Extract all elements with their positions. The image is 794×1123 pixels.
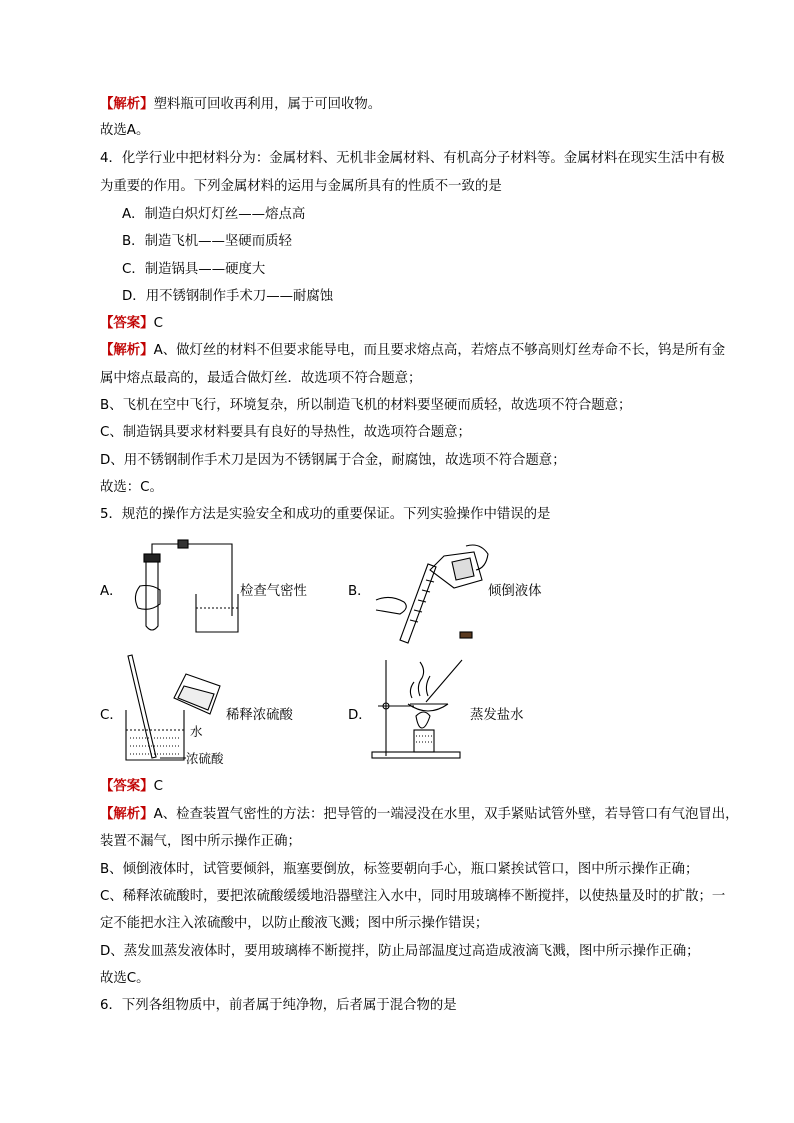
q4-answer	[100, 315, 163, 333]
explanation-line	[100, 96, 381, 114]
figure-a-caption: 检查气密性	[240, 584, 307, 599]
q4-explanation-text: A、做灯丝的材料不但要求能导电，而且要求熔点高，若熔点不够高则灯丝寿命不长，钨是所有金	[153, 343, 726, 358]
q4-stem-line2: 为重要的作用。下列金属材料的运用与金属所具有的性质不一致的是	[100, 179, 502, 194]
figure-d-caption: 蒸发盐水	[470, 708, 524, 723]
explanation-tag: 【解析】	[100, 97, 154, 112]
q6-stem: 6．下列各组物质中，前者属于纯净物，后者属于混合物的是	[100, 998, 457, 1013]
q4-explanation-line2: 属中熔点最高的，最适合做灯丝．故选项不符合题意；	[100, 371, 422, 386]
q4-explanation-tag: 【解析】	[100, 343, 154, 358]
figure-a-label: A．	[100, 584, 123, 599]
q5-answer-value: C	[153, 779, 163, 794]
q5-explanation-line3: B、倾倒液体时，试管要倾斜，瓶塞要倒放，标签要朝向手心，瓶口紧挨试管口，图中所示操作正确；	[100, 862, 699, 877]
figure-b-caption: 倾倒液体	[488, 584, 542, 599]
q5-selection: 故选C。	[100, 971, 150, 986]
q5-answer	[100, 778, 163, 796]
figure-d-evaporate-salt-water	[368, 652, 472, 762]
q5-explanation-line6: D、蒸发皿蒸发液体时，要用玻璃棒不断搅拌，防止局部温度过高造成液滴飞溅，图中所示操作正确；	[100, 944, 700, 959]
figure-c-dilute-acid	[122, 652, 226, 764]
figure-b-label: B．	[348, 584, 371, 599]
q5-explanation-line5: 定不能把水注入浓硫酸中，以防止酸液飞溅；图中所示操作错误；	[100, 916, 489, 931]
q4-explanation-line5: D、用不锈钢制作手术刀是因为不锈钢属于合金，耐腐蚀，故选项不符合题意；	[100, 453, 566, 468]
q5-explanation-line1	[100, 806, 739, 824]
q4-explanation-line4: C、制造锅具要求材料要具有良好的导热性，故选项符合题意；	[100, 425, 471, 440]
q5-explanation-tag: 【解析】	[100, 807, 154, 822]
q4-option-c: C．制造锅具——硬度大	[122, 262, 266, 277]
q4-option-b: B．制造飞机——坚硬而质轻	[122, 234, 292, 249]
explanation-text: 塑料瓶可回收再利用，属于可回收物。	[153, 97, 382, 112]
q4-selection: 故选：C。	[100, 480, 163, 495]
q4-answer-value: C	[153, 316, 163, 331]
figure-a-airtightness-apparatus	[130, 538, 240, 638]
q4-option-d: D．用不锈钢制作手术刀——耐腐蚀	[122, 289, 334, 304]
q5-explanation-line2: 装置不漏气，图中所示操作正确；	[100, 834, 301, 849]
q5-explanation-text: A、检查装置气密性的方法：把导管的一端浸没在水里，双手紧贴试管外壁，若导管口有气泡冒出，	[153, 807, 739, 822]
figure-c-acid-label: 浓硫酸	[186, 751, 224, 766]
q5-answer-tag: 【答案】	[100, 779, 154, 794]
q5-explanation-line4: C、稀释浓硫酸时，要把浓硫酸缓缓地沿器壁注入水中，同时用玻璃棒不断搅拌，以使热量及时的扩散；一	[100, 889, 726, 904]
q4-answer-tag: 【答案】	[100, 316, 154, 331]
q4-option-a: A．制造白炽灯灯丝——熔点高	[122, 207, 306, 222]
q4-explanation-line3: B、飞机在空中飞行，环境复杂，所以制造飞机的材料要坚硬而质轻，故选项不符合题意；	[100, 398, 632, 413]
figure-b-pour-liquid	[370, 540, 490, 645]
answer-selection: 故选A。	[100, 123, 150, 138]
figure-c-water-label: 水	[190, 724, 203, 739]
q4-stem-line1: 4．化学行业中把材料分为：金属材料、无机非金属材料、有机高分子材料等。金属材料在现实生活中有极	[100, 151, 725, 166]
figure-c-acid-pointer	[160, 756, 188, 760]
figure-c-caption: 稀释浓硫酸	[226, 708, 293, 723]
q5-stem: 5．规范的操作方法是实验安全和成功的重要保证。下列实验操作中错误的是	[100, 507, 551, 522]
figure-c-label: C．	[100, 708, 123, 723]
figure-d-label: D．	[348, 708, 372, 723]
q4-explanation-line1	[100, 342, 725, 360]
